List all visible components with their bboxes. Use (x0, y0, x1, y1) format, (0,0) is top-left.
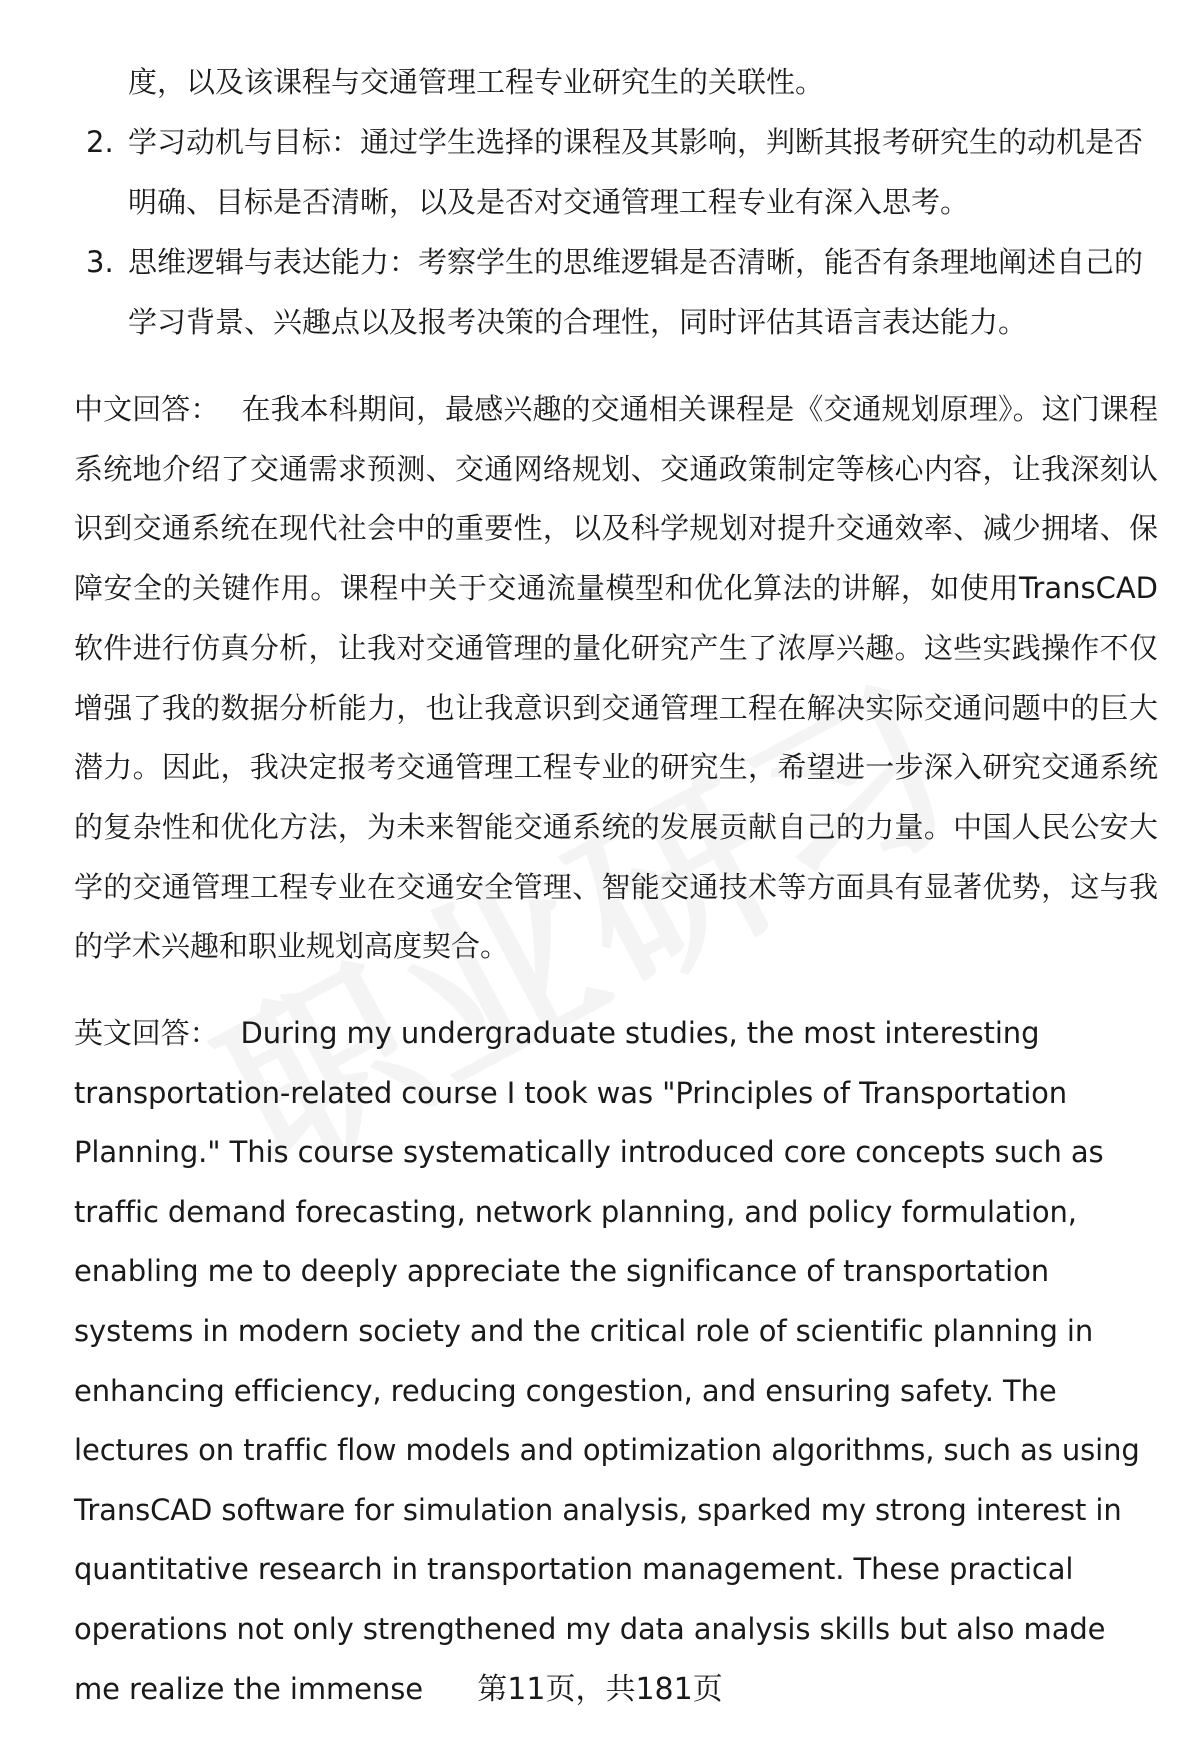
criteria-item-text: 学习动机与目标：通过学生选择的课程及其影响，判断其报考研究生的动机是否明确、目标是否清晰，以及是否对交通管理工程专业有深入思考。 (128, 125, 1144, 219)
criteria-item-text: 思维逻辑与表达能力：考察学生的思维逻辑是否清晰，能否有条理地阐述自己的学习背景、兴趣点以及报考决策的合理性，同时评估其语言表达能力。 (128, 245, 1144, 339)
english-answer (74, 1004, 1158, 1719)
english-answer-text: During my undergraduate studies, the most interesting transportation-related course I took was "Principles of Transportation Planning." This course systematically introduced core concepts such as traffic demand forecasting, network planning, and policy formulation, enabling me to deeply appreciate the significance of transportation systems in modern society and the critical role of scientific planning in enhancing efficiency, reducing congestion, and ensuring safety. The lectures on traffic flow models and optimization algorithms, such as using TransCAD software for simulation analysis, sparked my strong interest in quantitative research in transportation management. These practical operations not only strengthened my data analysis skills but also made me realize the immense (74, 1016, 1140, 1706)
chinese-answer (74, 380, 1158, 977)
criteria-continuation: 度，以及该课程与交通管理工程专业研究生的关联性。 (128, 65, 825, 99)
evaluation-criteria-list (74, 52, 1154, 352)
chinese-answer-label: 中文回答： (74, 392, 220, 426)
criteria-item (74, 232, 1154, 352)
criteria-item (74, 112, 1154, 232)
english-answer-label: 英文回答： (74, 1016, 219, 1050)
chinese-answer-text: 在我本科期间，最感兴趣的交通相关课程是《交通规划原理》。这门课程系统地介绍了交通需求预测、交通网络规划、交通政策制定等核心内容，让我深刻认识到交通系统在现代社会中的重要性，以及科学规划对提升交通效率、减少拥堵、保障安全的关键作用。课程中关于交通流量模型和优化算法的讲解，如使用TransCAD软件进行仿真分析，让我对交通管理的量化研究产生了浓厚兴趣。这些实践操作不仅增强了我的数据分析能力，也让我意识到交通管理工程在解决实际交通问题中的巨大潜力。因此，我决定报考交通管理工程专业的研究生，希望进一步深入研究交通系统的复杂性和优化方法，为未来智能交通系统的发展贡献自己的力量。中国人民公安大学的交通管理工程专业在交通安全管理、智能交通技术等方面具有显著优势，这与我的学术兴趣和职业规划高度契合。 (74, 392, 1158, 964)
criteria-item-number: 3. (86, 245, 114, 279)
criteria-item-number: 2. (86, 125, 114, 159)
page-number-footer: 第11页，共181页 (477, 1672, 723, 1707)
